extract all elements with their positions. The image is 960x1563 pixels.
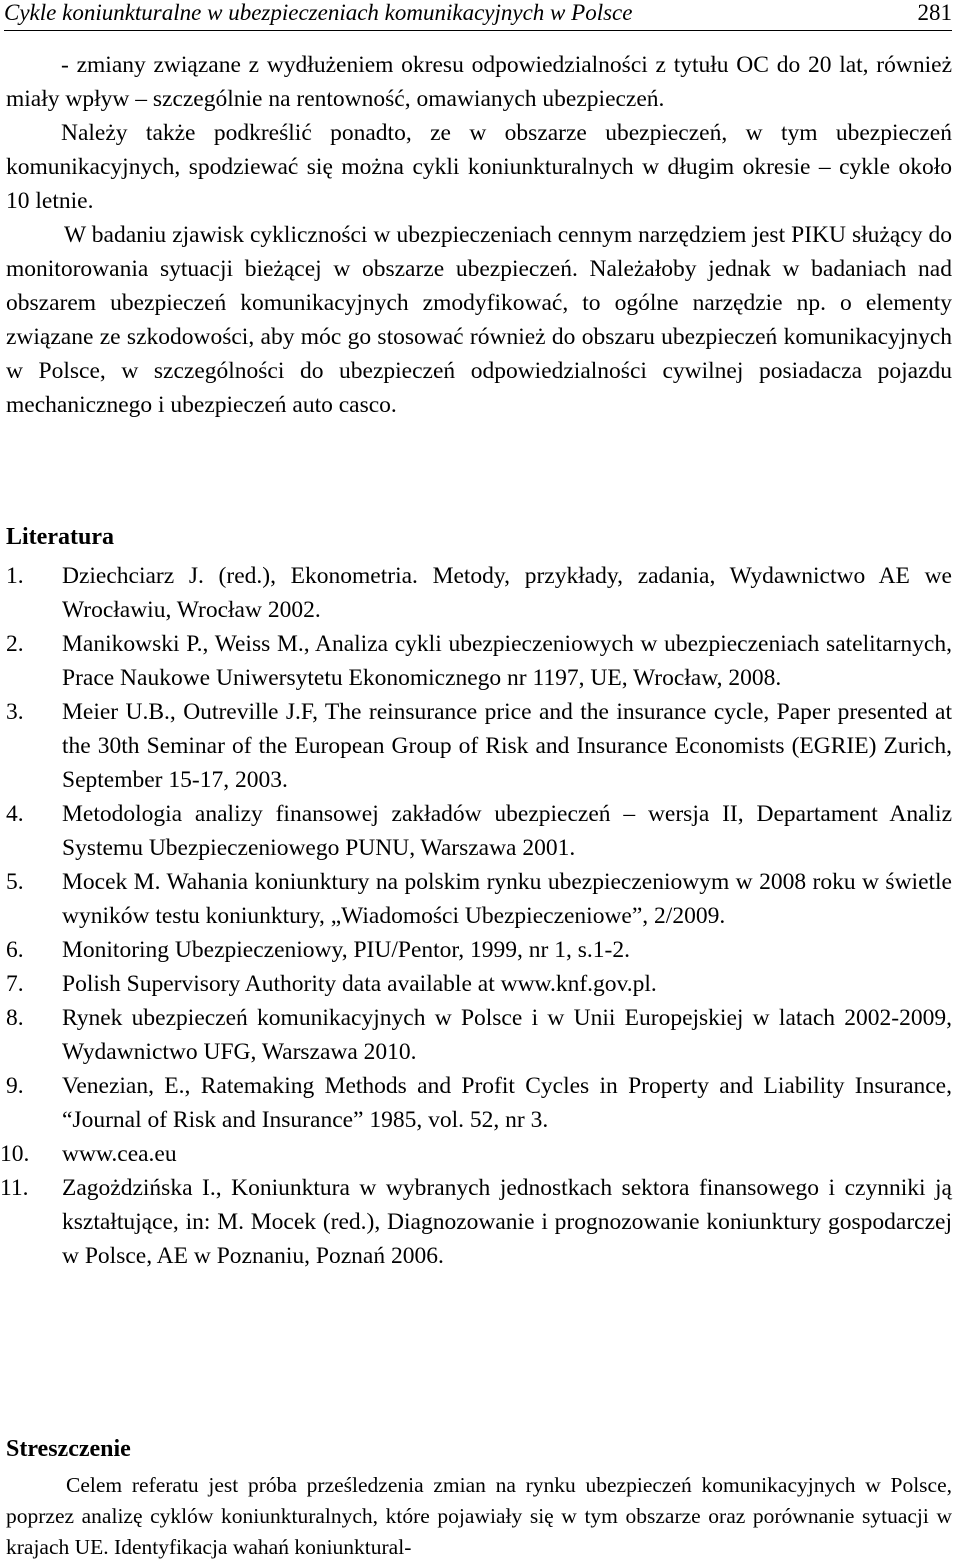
abstract-text: Celem referatu jest próba prześledzenia zmian na rynku ubezpieczeń komunikacyjnych w Polsce, poprzez analizę cyklów koniunkturalnych, które pojawiały się w tym obszarze oraz porównanie sytuacji w krajach UE. Identyfikacja wahań koniunktural- [6,1473,952,1559]
abstract [6,1470,952,1563]
reference-text: Metodologia analizy finansowej zakładów ubezpieczeń – wersja II, Departament Analiz Systemu Ubezpieczeniowego PUNU, Warszawa 2001. [62,801,952,861]
reference-item [0,1137,952,1171]
reference-text: Polish Supervisory Authority data available at www.knf.gov.pl. [62,971,657,997]
reference-item [6,695,952,797]
reference-text: Rynek ubezpieczeń komunikacyjnych w Polsce i w Unii Europejskiej w latach 2002-2009, Wydawnictwo UFG, Warszawa 2010. [62,1005,952,1065]
reference-number: 5. [6,869,24,895]
paragraph-2: Należy także podkreślić ponadto, ze w obszarze ubezpieczeń, w tym ubezpieczeń komunikacyjnych, spodziewać się można cykli koniunkturalnych w długim okresie – cykle około 10 letnie. [6,120,952,214]
reference-text: Dziechciarz J. (red.), Ekonometria. Metody, przykłady, zadania, Wydawnictwo AE we Wrocławiu, Wrocław 2002. [62,563,952,623]
reference-text: Mocek M. Wahania koniunktury na polskim rynku ubezpieczeniowym w 2008 roku w świetle wyników testu koniunktury, „Wiadomości Ubezpieczeniowe”, 2/2009. [62,869,952,929]
reference-item [6,797,952,865]
paragraph-3: W badaniu zjawisk cykliczności w ubezpieczeniach cennym narzędziem jest PIKU służący do monitorowania sytuacji bieżącej w obszarze ubezpieczeń. Należałoby jednak w badaniach nad obszarem ubezpieczeń komunikacyjnych zmodyfikować, to ogólne narzędzie np. o elementy związane ze szkodowości, aby móc go stosować również do obszaru ubezpieczeń komunikacyjnych w Polsce, w szczególności do ubezpieczeń odpowiedzialności cywilnej posiadacza pojazdu mechanicznego i ubezpieczeń auto casco. [6,222,952,418]
literature-heading: Literatura [6,524,114,550]
reference-item [0,1171,952,1273]
reference-item [6,627,952,695]
reference-item [6,967,952,1001]
reference-text: Meier U.B., Outreville J.F, The reinsurance price and the insurance cycle, Paper presented at the 30th Seminar of the European Group of Risk and Insurance Economists (EGRIE) Zurich, September 15-17, 2003. [62,699,952,793]
reference-number: 4. [6,801,24,827]
reference-text: Monitoring Ubezpieczeniowy, PIU/Pentor, 1999, nr 1, s.1-2. [62,937,630,963]
abstract-heading: Streszczenie [6,1436,131,1462]
reference-item [6,1001,952,1069]
reference-item [6,933,952,967]
reference-number: 6. [6,937,24,963]
reference-number: 7. [6,971,24,997]
reference-number: 11. [0,1175,29,1201]
reference-number: 8. [6,1005,24,1031]
reference-number: 9. [6,1073,24,1099]
running-header [4,0,952,31]
reference-number: 3. [6,699,24,725]
body-text [6,48,952,422]
reference-list [0,559,952,1273]
running-title: Cykle koniunkturalne w ubezpieczeniach komunikacyjnych w Polsce [4,0,633,25]
reference-number: 1. [6,563,24,589]
reference-text: Venezian, E., Ratemaking Methods and Profit Cycles in Property and Liability Insurance, “Journal of Risk and Insurance” 1985, vol. 52, nr 3. [62,1073,952,1133]
page-number: 281 [917,0,952,25]
reference-text: Zagożdzińska I., Koniunktura w wybranych jednostkach sektora finansowego i czynniki ją kształtujące, in: M. Mocek (red.), Diagnozowanie i prognozowanie koniunktury gospodarczej w Polsce, AE w Poznaniu, Poznań 2006. [62,1175,952,1269]
reference-text: www.cea.eu [62,1141,177,1167]
reference-number: 2. [6,631,24,657]
paragraph-1: - zmiany związane z wydłużeniem okresu odpowiedzialności z tytułu OC do 20 lat, również miały wpływ – szczególnie na rentowność, omawianych ubezpieczeń. [6,52,952,112]
reference-item [6,1069,952,1137]
reference-item [6,559,952,627]
reference-text: Manikowski P., Weiss M., Analiza cykli ubezpieczeniowych w ubezpieczeniach satelitarnych, Prace Naukowe Uniwersytetu Ekonomicznego nr 1197, UE, Wrocław, 2008. [62,631,952,691]
reference-number: 10. [0,1141,30,1167]
reference-item [6,865,952,933]
